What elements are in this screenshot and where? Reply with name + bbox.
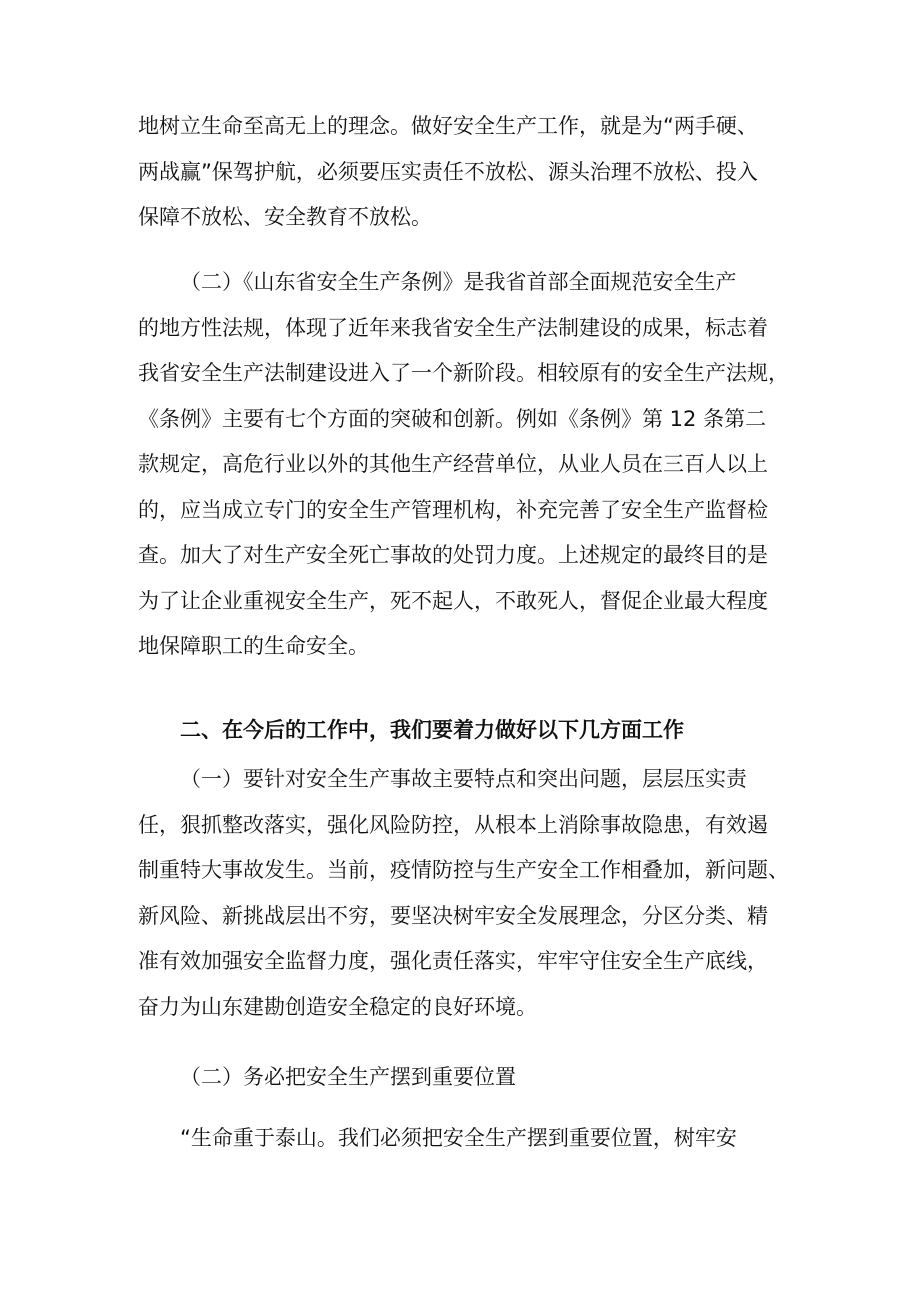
text-line: 款规定，高危行业以外的其他生产经营单位，从业人员在三百人以上: [138, 452, 768, 476]
text-line: 制重特大事故发生。当前，疫情防控与生产安全工作相叠加，新问题、: [138, 858, 789, 882]
text-line: 奋力为山东建勘创造安全稳定的良好环境。: [138, 994, 537, 1019]
text-line: （二）《山东省安全生产条例》是我省首部全面规范安全生产: [180, 270, 737, 294]
paragraph-life-over-mountain: [138, 1116, 788, 1162]
text-line: 新风险、新挑战层出不穷，要坚决树牢安全发展理念，分区分类、精: [138, 903, 768, 928]
text-line: 地保障职工的生命安全。: [138, 634, 369, 658]
text-line: 查。加大了对生产安全死亡事故的处罚力度。上述规定的最终目的是: [138, 543, 768, 567]
text-line: 我省安全生产法制建设进入了一个新阶段。相较原有的安全生产法规，: [138, 361, 789, 385]
paragraph-subheading-priority: [138, 1055, 788, 1101]
text-line: 准有效加强安全监督力度，强化责任落实，牢牢守住安全生产底线，: [138, 949, 768, 973]
text-line: （一）要针对安全生产事故主要特点和突出问题，层层压实责: [180, 767, 747, 791]
text-line: 地树立生命至高无上的理念。做好安全生产工作，就是为“两手硬、: [138, 114, 758, 138]
heading-line: 二、在今后的工作中，我们要着力做好以下几方面工作: [180, 718, 684, 742]
paragraph-shandong-regulation: [138, 260, 788, 670]
text-line: 任，狠抓整改落实，强化风险防控，从根本上消除事故隐患，有效遏: [138, 812, 768, 837]
paragraph-key-issues: [138, 757, 788, 1030]
text-line: 保障不放松、安全教育不放松。: [138, 205, 432, 229]
section-heading: [138, 708, 788, 754]
text-line: （二）务必把安全生产摆到重要位置: [180, 1065, 516, 1089]
text-line: “生命重于泰山。我们必须把安全生产摆到重要位置，树牢安: [180, 1126, 737, 1150]
text-line: 的，应当成立专门的安全生产管理机构，补充完善了安全生产监督检: [138, 497, 768, 522]
text-line: 两战赢”保驾护航，必须要压实责任不放松、源头治理不放松、投入: [138, 159, 758, 184]
text-line: 《条例》主要有七个方面的突破和创新。例如《条例》第 12 条第二: [138, 406, 767, 431]
text-line: 为了让企业重视安全生产，死不起人，不敢死人，督促企业最大程度: [138, 588, 768, 613]
paragraph-life-first: [138, 104, 788, 241]
text-line: 的地方性法规，体现了近年来我省安全生产法制建设的成果，标志着: [138, 315, 768, 340]
